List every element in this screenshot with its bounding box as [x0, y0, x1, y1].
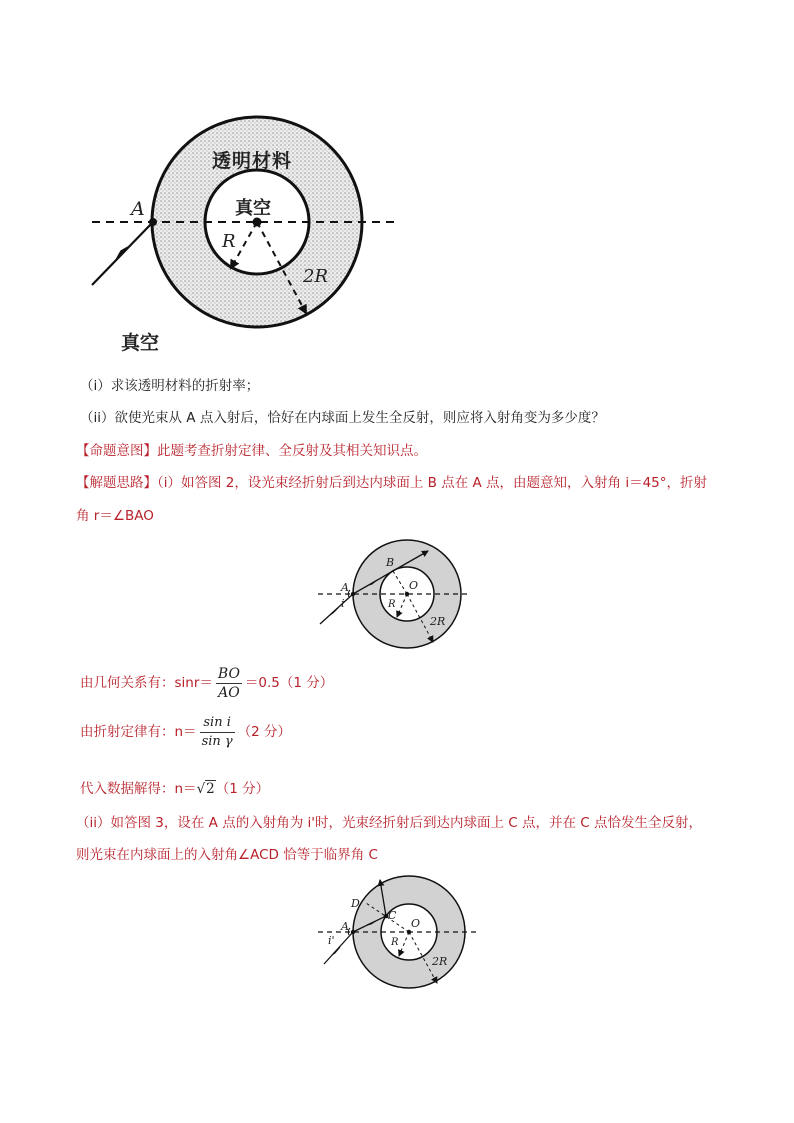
sub-suffix: （1 分）	[215, 781, 270, 797]
fig2-label-b: B	[386, 556, 395, 569]
part-ii-line-2: 则光束在内球面上的入射角∠ACD 恰等于临界角 C	[76, 847, 378, 863]
intent-text: 此题考查折射定律、全反射及其相关知识点。	[157, 443, 427, 459]
geo-prefix: 由几何关系有：sinr＝	[80, 675, 213, 691]
fig2-label-o: O	[409, 579, 419, 592]
fig3-label-r: R	[391, 937, 399, 948]
fraction-sin-numerator: sin i	[200, 714, 235, 733]
fig2-label-a: A	[341, 581, 349, 594]
fraction-sin-denominator: sin γ	[201, 733, 233, 749]
label-material: 透明材料	[212, 150, 293, 172]
law-prefix: 由折射定律有：n＝	[80, 724, 197, 740]
geo-suffix: ＝0.5（1 分）	[244, 675, 334, 691]
fig3-label-i: i'	[328, 934, 335, 947]
solution-line-2: 角 r＝∠BAO	[76, 508, 154, 524]
label-2r: 2R	[303, 266, 329, 287]
label-vacuum-outer: 真空	[121, 332, 160, 354]
fig3-label-2r: 2R	[432, 955, 448, 968]
question-ii: （ii）欲使光束从 A 点入射后，恰好在内球面上发生全反射，则应将入射角变为多少度？	[80, 410, 605, 426]
fig3-label-o: O	[411, 917, 421, 930]
fig2-label-r: R	[388, 599, 396, 610]
fraction-numerator: BO	[217, 665, 240, 682]
solution-text-1: （i）如答图 2，设光束经折射后到达内球面上 B 点在 A 点，由题意知，入射角 i＝45°，折射	[157, 475, 708, 491]
fig2-label-2r: 2R	[430, 615, 446, 628]
sub-prefix: 代入数据解得：n＝	[80, 781, 197, 797]
fraction-denominator: AO	[218, 684, 240, 701]
fig3-label-c: C	[388, 909, 397, 922]
intent-bracket: 【命题意图】	[76, 443, 157, 459]
fig3-label-a: A	[341, 920, 349, 933]
fig3-label-d: D	[351, 897, 360, 910]
sqrt-symbol: √2	[196, 781, 215, 797]
question-i: （i）求该透明材料的折射率；	[80, 378, 260, 394]
label-point-a: A	[131, 198, 145, 220]
label-r: R	[222, 231, 236, 252]
label-vacuum-inner: 真空	[235, 198, 271, 219]
sqrt-radicand: 2	[206, 781, 215, 797]
fig2-label-i: i	[341, 597, 345, 610]
part-ii-line-1: （ii）如答图 3，设在 A 点的入射角为 i'时，光束经折射后到达内球面上 C 点，并在 C 点恰发生全反射，	[76, 815, 702, 831]
solution-bracket: 【解题思路】	[76, 475, 157, 491]
law-suffix: （2 分）	[237, 724, 292, 740]
